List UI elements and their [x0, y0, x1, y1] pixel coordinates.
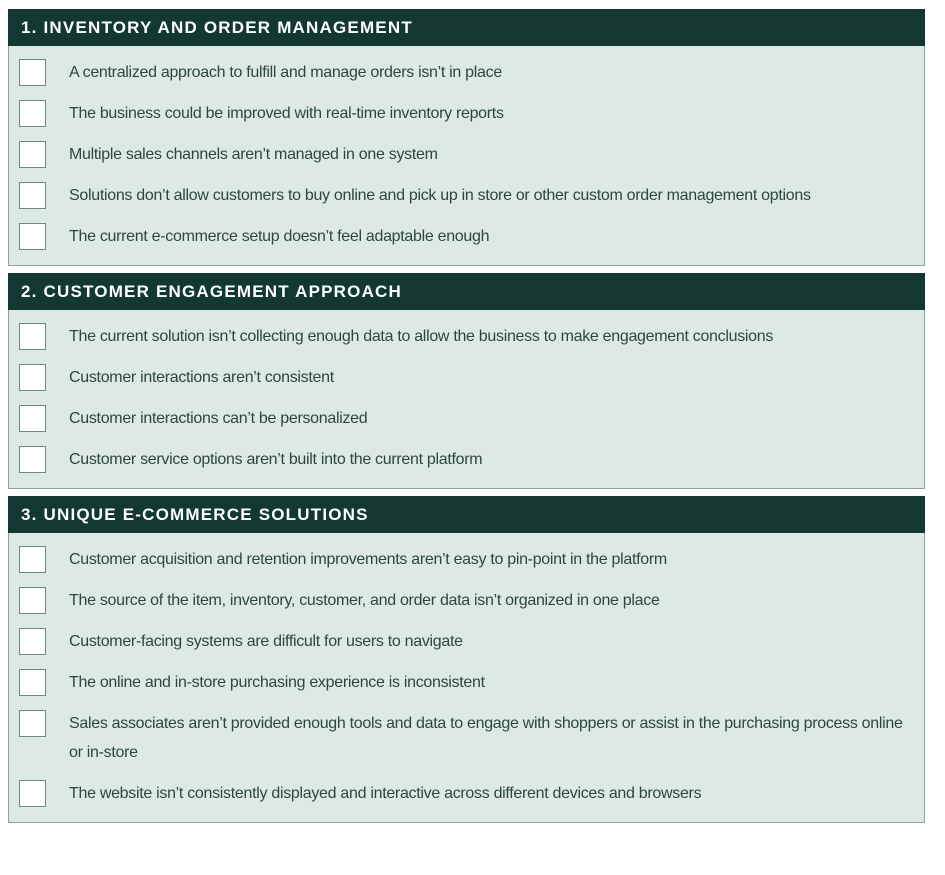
section-body [8, 533, 925, 823]
checklist-item-label: Solutions don’t allow customers to buy online and pick up in store or other custom order management options [69, 187, 811, 204]
checklist-row [9, 52, 924, 93]
checklist-row [9, 703, 924, 773]
checklist-row [9, 93, 924, 134]
checkbox[interactable] [19, 710, 46, 737]
section-body [8, 310, 925, 489]
checklist-item-label: Multiple sales channels aren’t managed in one system [69, 146, 438, 163]
section-title: 2. CUSTOMER ENGAGEMENT APPROACH [21, 281, 403, 301]
checkbox[interactable] [19, 780, 46, 807]
checkbox[interactable] [19, 587, 46, 614]
checkbox[interactable] [19, 59, 46, 86]
checkbox[interactable] [19, 446, 46, 473]
section-title: 3. UNIQUE E-COMMERCE SOLUTIONS [21, 504, 369, 524]
section-header [8, 9, 925, 46]
checklist-item-label: Customer interactions can’t be personalized [69, 410, 368, 427]
checkbox[interactable] [19, 364, 46, 391]
checkbox[interactable] [19, 223, 46, 250]
section-title: 1. INVENTORY AND ORDER MANAGEMENT [21, 17, 413, 37]
checklist-row [9, 580, 924, 621]
checklist-section [8, 496, 925, 823]
checklist-item-label: The business could be improved with real-time inventory reports [69, 105, 504, 122]
checklist-section [8, 9, 925, 266]
checklist-row [9, 175, 924, 216]
checklist-item-label: Customer service options aren’t built into the current platform [69, 451, 483, 468]
checklist-row [9, 398, 924, 439]
checklist-item-label: The current e-commerce setup doesn’t feel adaptable enough [69, 228, 490, 245]
checklist-row [9, 773, 924, 814]
checklist-row [9, 316, 924, 357]
checklist-item-label: Customer acquisition and retention improvements aren’t easy to pin-point in the platform [69, 551, 667, 568]
checklist-row [9, 216, 924, 257]
checklist-row [9, 439, 924, 480]
checklist-item-label: The website isn’t consistently displayed and interactive across different devices and browsers [69, 785, 702, 802]
checklist-item-label: A centralized approach to fulfill and manage orders isn’t in place [69, 64, 502, 81]
checkbox[interactable] [19, 546, 46, 573]
checklist-row [9, 621, 924, 662]
checklist-item-label: Customer interactions aren’t consistent [69, 369, 334, 386]
checkbox[interactable] [19, 141, 46, 168]
checklist-section [8, 273, 925, 489]
section-header [8, 496, 925, 533]
checklist-item-label: The current solution isn’t collecting enough data to allow the business to make engagement conclusions [69, 328, 774, 345]
checklist-row [9, 539, 924, 580]
checklist-item-label: The online and in-store purchasing experience is inconsistent [69, 674, 485, 691]
checkbox[interactable] [19, 323, 46, 350]
checklist-item-label: Sales associates aren’t provided enough tools and data to engage with shoppers or assist in the purchasing process online or in-store [69, 715, 903, 761]
checkbox[interactable] [19, 182, 46, 209]
checklist-row [9, 134, 924, 175]
checklist-row [9, 662, 924, 703]
checkbox[interactable] [19, 628, 46, 655]
checkbox[interactable] [19, 669, 46, 696]
checkbox[interactable] [19, 405, 46, 432]
checklist-item-label: Customer-facing systems are difficult for users to navigate [69, 633, 463, 650]
checklist-row [9, 357, 924, 398]
checklist-item-label: The source of the item, inventory, customer, and order data isn’t organized in one place [69, 592, 660, 609]
checkbox[interactable] [19, 100, 46, 127]
section-header [8, 273, 925, 310]
section-body [8, 46, 925, 266]
